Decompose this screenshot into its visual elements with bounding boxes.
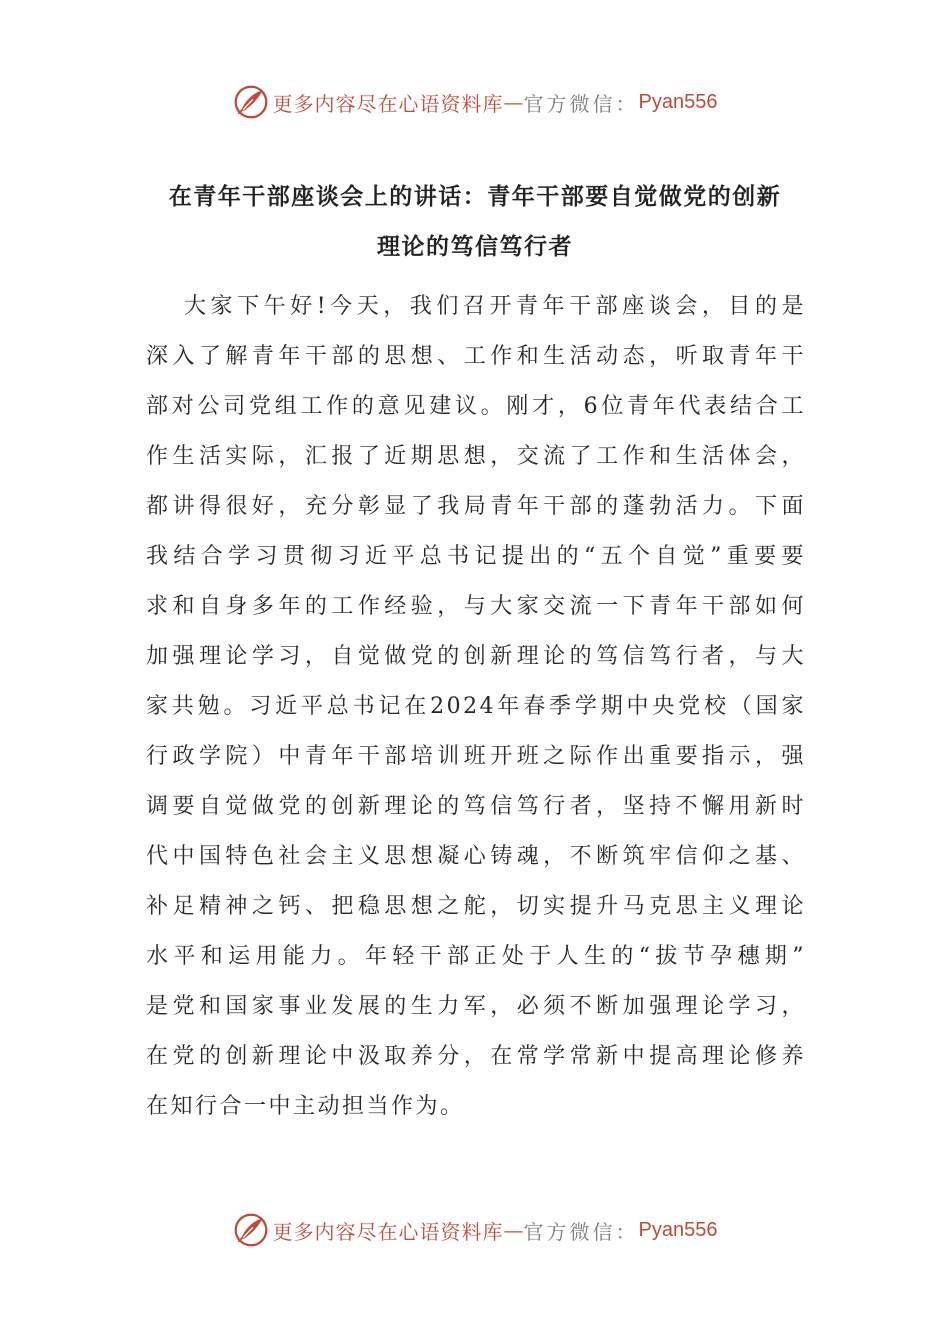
body-line: 求和自身多年的工作经验，与大家交流一下青年干部如何 [146, 594, 806, 619]
body-line: 我结合学习贯彻习近平总书记提出的“五个自觉”重要要 [146, 544, 806, 569]
document-title-line-2: 理论的笃信笃行者 [377, 234, 573, 260]
document-title-line-1: 在青年干部座谈会上的讲话：青年干部要自觉做党的创新 [168, 184, 782, 210]
body-line: 水平和运用能力。年轻干部正处于人生的“拔节孕穗期” [146, 944, 806, 969]
body-line: 作生活实际，汇报了近期思想，交流了工作和生活体会， [146, 444, 806, 469]
body-line: 家共勉。习近平总书记在2024年春季学期中央党校（国家 [146, 694, 806, 719]
banner-official-label: 官方微信： [523, 91, 639, 116]
body-line: 加强理论学习，自觉做党的创新理论的笃信笃行者，与大 [146, 644, 806, 669]
body-line: 部对公司党组工作的意见建议。刚才，6位青年代表结合工 [146, 394, 806, 419]
body-line: 调要自觉做党的创新理论的笃信笃行者，坚持不懈用新时 [146, 794, 806, 819]
feather-pen-logo-icon [233, 84, 269, 120]
body-line: 大家下午好!今天，我们召开青年干部座谈会，目的是 [184, 294, 806, 319]
footer-banner [0, 1210, 950, 1250]
body-line: 是党和国家事业发展的生力军，必须不断加强理论学习， [146, 994, 806, 1019]
banner-official-label: 官方微信： [523, 1219, 639, 1244]
banner-main-text: 更多内容尽在心语资料库 [272, 91, 504, 116]
body-line: 在党的创新理论中汲取养分，在常学常新中提高理论修养 [146, 1044, 806, 1069]
header-banner [0, 82, 950, 122]
body-line: 代中国特色社会主义思想凝心铸魂，不断筑牢信仰之基、 [146, 844, 806, 869]
body-line: 深入了解青年干部的思想、工作和生活动态，听取青年干 [146, 344, 806, 369]
body-line: 补足精神之钙、把稳思想之舵，切实提升马克思主义理论 [146, 894, 806, 919]
document-body [146, 282, 806, 1132]
banner-dash: — [503, 90, 524, 114]
banner-dash: — [503, 1218, 524, 1242]
banner-wechat-id: Pyan556 [638, 90, 718, 113]
banner-wechat-id: Pyan556 [638, 1218, 718, 1241]
body-line: 在知行合一中主动担当作为。 [146, 1094, 465, 1119]
body-line: 都讲得很好，充分彰显了我局青年干部的蓬勃活力。下面 [146, 494, 806, 519]
banner-main-text: 更多内容尽在心语资料库 [272, 1219, 504, 1244]
body-line: 行政学院）中青年干部培训班开班之际作出重要指示，强 [146, 744, 806, 769]
feather-pen-logo-icon [233, 1212, 269, 1248]
